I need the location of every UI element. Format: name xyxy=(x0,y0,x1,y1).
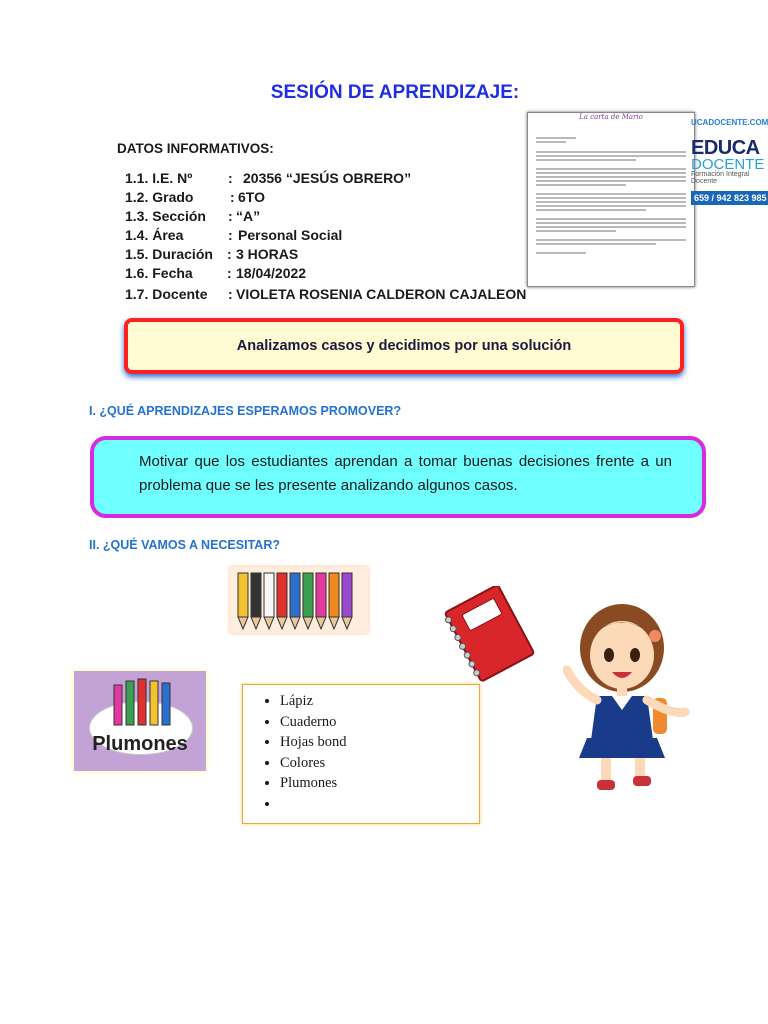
plumones-label: Plumones xyxy=(92,733,188,755)
info-row xyxy=(125,246,299,262)
info-sep: : xyxy=(228,227,233,243)
info-key: 1.5. Duración xyxy=(125,246,213,262)
info-value: 18/04/2022 xyxy=(236,265,307,281)
notebook-image xyxy=(442,586,538,682)
info-key: 1.4. Área xyxy=(125,227,184,243)
info-key: 1.3. Sección xyxy=(125,208,206,224)
session-title-banner xyxy=(124,318,684,374)
objective-text: Motivar que los estudiantes aprendan a tomar buenas decisiones frente a un problema que se les presente analizando algunos casos. xyxy=(139,453,672,494)
datos-heading: DATOS INFORMATIVOS: xyxy=(117,141,274,156)
pencils-image xyxy=(230,567,368,633)
educa-docente-logo xyxy=(691,118,768,213)
list-item xyxy=(280,794,479,815)
info-row xyxy=(125,265,307,281)
logo-word-docente: DOCENTE xyxy=(691,156,765,173)
girl-illustration xyxy=(557,600,692,800)
list-item: • Plumones xyxy=(280,773,479,794)
thumbnail-title: La carta de Mario xyxy=(579,113,643,121)
section-1-heading: I. ¿QUÉ APRENDIZAJES ESPERAMOS PROMOVER? xyxy=(89,404,402,418)
info-key: 1.1. I.E. Nº xyxy=(125,170,193,186)
info-sep: : xyxy=(228,208,233,224)
info-row xyxy=(125,227,343,243)
info-value: 6TO xyxy=(238,189,265,205)
info-value: 20356 “JESÚS OBRERO” xyxy=(243,170,412,186)
logo-tagline: Formación Integral Docente xyxy=(691,171,750,185)
section-2-heading: II. ¿QUÉ VAMOS A NECESITAR? xyxy=(89,538,280,552)
letter-thumbnail xyxy=(527,112,695,287)
plumones-image xyxy=(74,671,206,771)
info-row xyxy=(125,170,412,186)
info-value: 3 HORAS xyxy=(236,246,299,262)
materials-list xyxy=(243,691,479,814)
notebook-icon xyxy=(442,586,538,682)
info-row xyxy=(125,208,261,224)
materials-list-box xyxy=(242,684,480,824)
info-value: “A” xyxy=(236,208,261,224)
info-sep: : xyxy=(228,286,233,302)
page-title: SESIÓN DE APRENDIZAJE: xyxy=(270,82,520,103)
info-sep: : xyxy=(230,189,235,205)
logo-word-educa: EDUCA xyxy=(691,137,760,159)
info-sep: : xyxy=(228,170,233,186)
info-key: 1.2. Grado xyxy=(125,189,194,205)
info-row xyxy=(125,286,527,302)
info-value: Personal Social xyxy=(238,227,343,243)
info-row xyxy=(125,189,265,205)
info-value: VIOLETA ROSENIA CALDERON CAJALEON xyxy=(236,286,527,302)
pencils-icon xyxy=(230,567,368,633)
info-sep: : xyxy=(227,265,232,281)
markers-icon xyxy=(94,677,186,737)
banner-text: Analizamos casos y decidimos por una solución xyxy=(236,338,572,354)
info-key: 1.7. Docente xyxy=(125,286,208,302)
info-sep: : xyxy=(227,246,232,262)
list-item: • Colores xyxy=(280,753,479,774)
logo-phone: 659 / 942 823 985 xyxy=(691,191,768,205)
objective-box xyxy=(90,436,706,518)
girl-icon xyxy=(557,600,692,800)
logo-url: UCADOCENTE.COM xyxy=(691,118,768,127)
info-key: 1.6. Fecha xyxy=(125,265,193,281)
list-item: • Cuaderno xyxy=(280,712,479,733)
list-item: • Hojas bond xyxy=(280,732,479,753)
list-item: • Lápiz xyxy=(280,691,479,712)
